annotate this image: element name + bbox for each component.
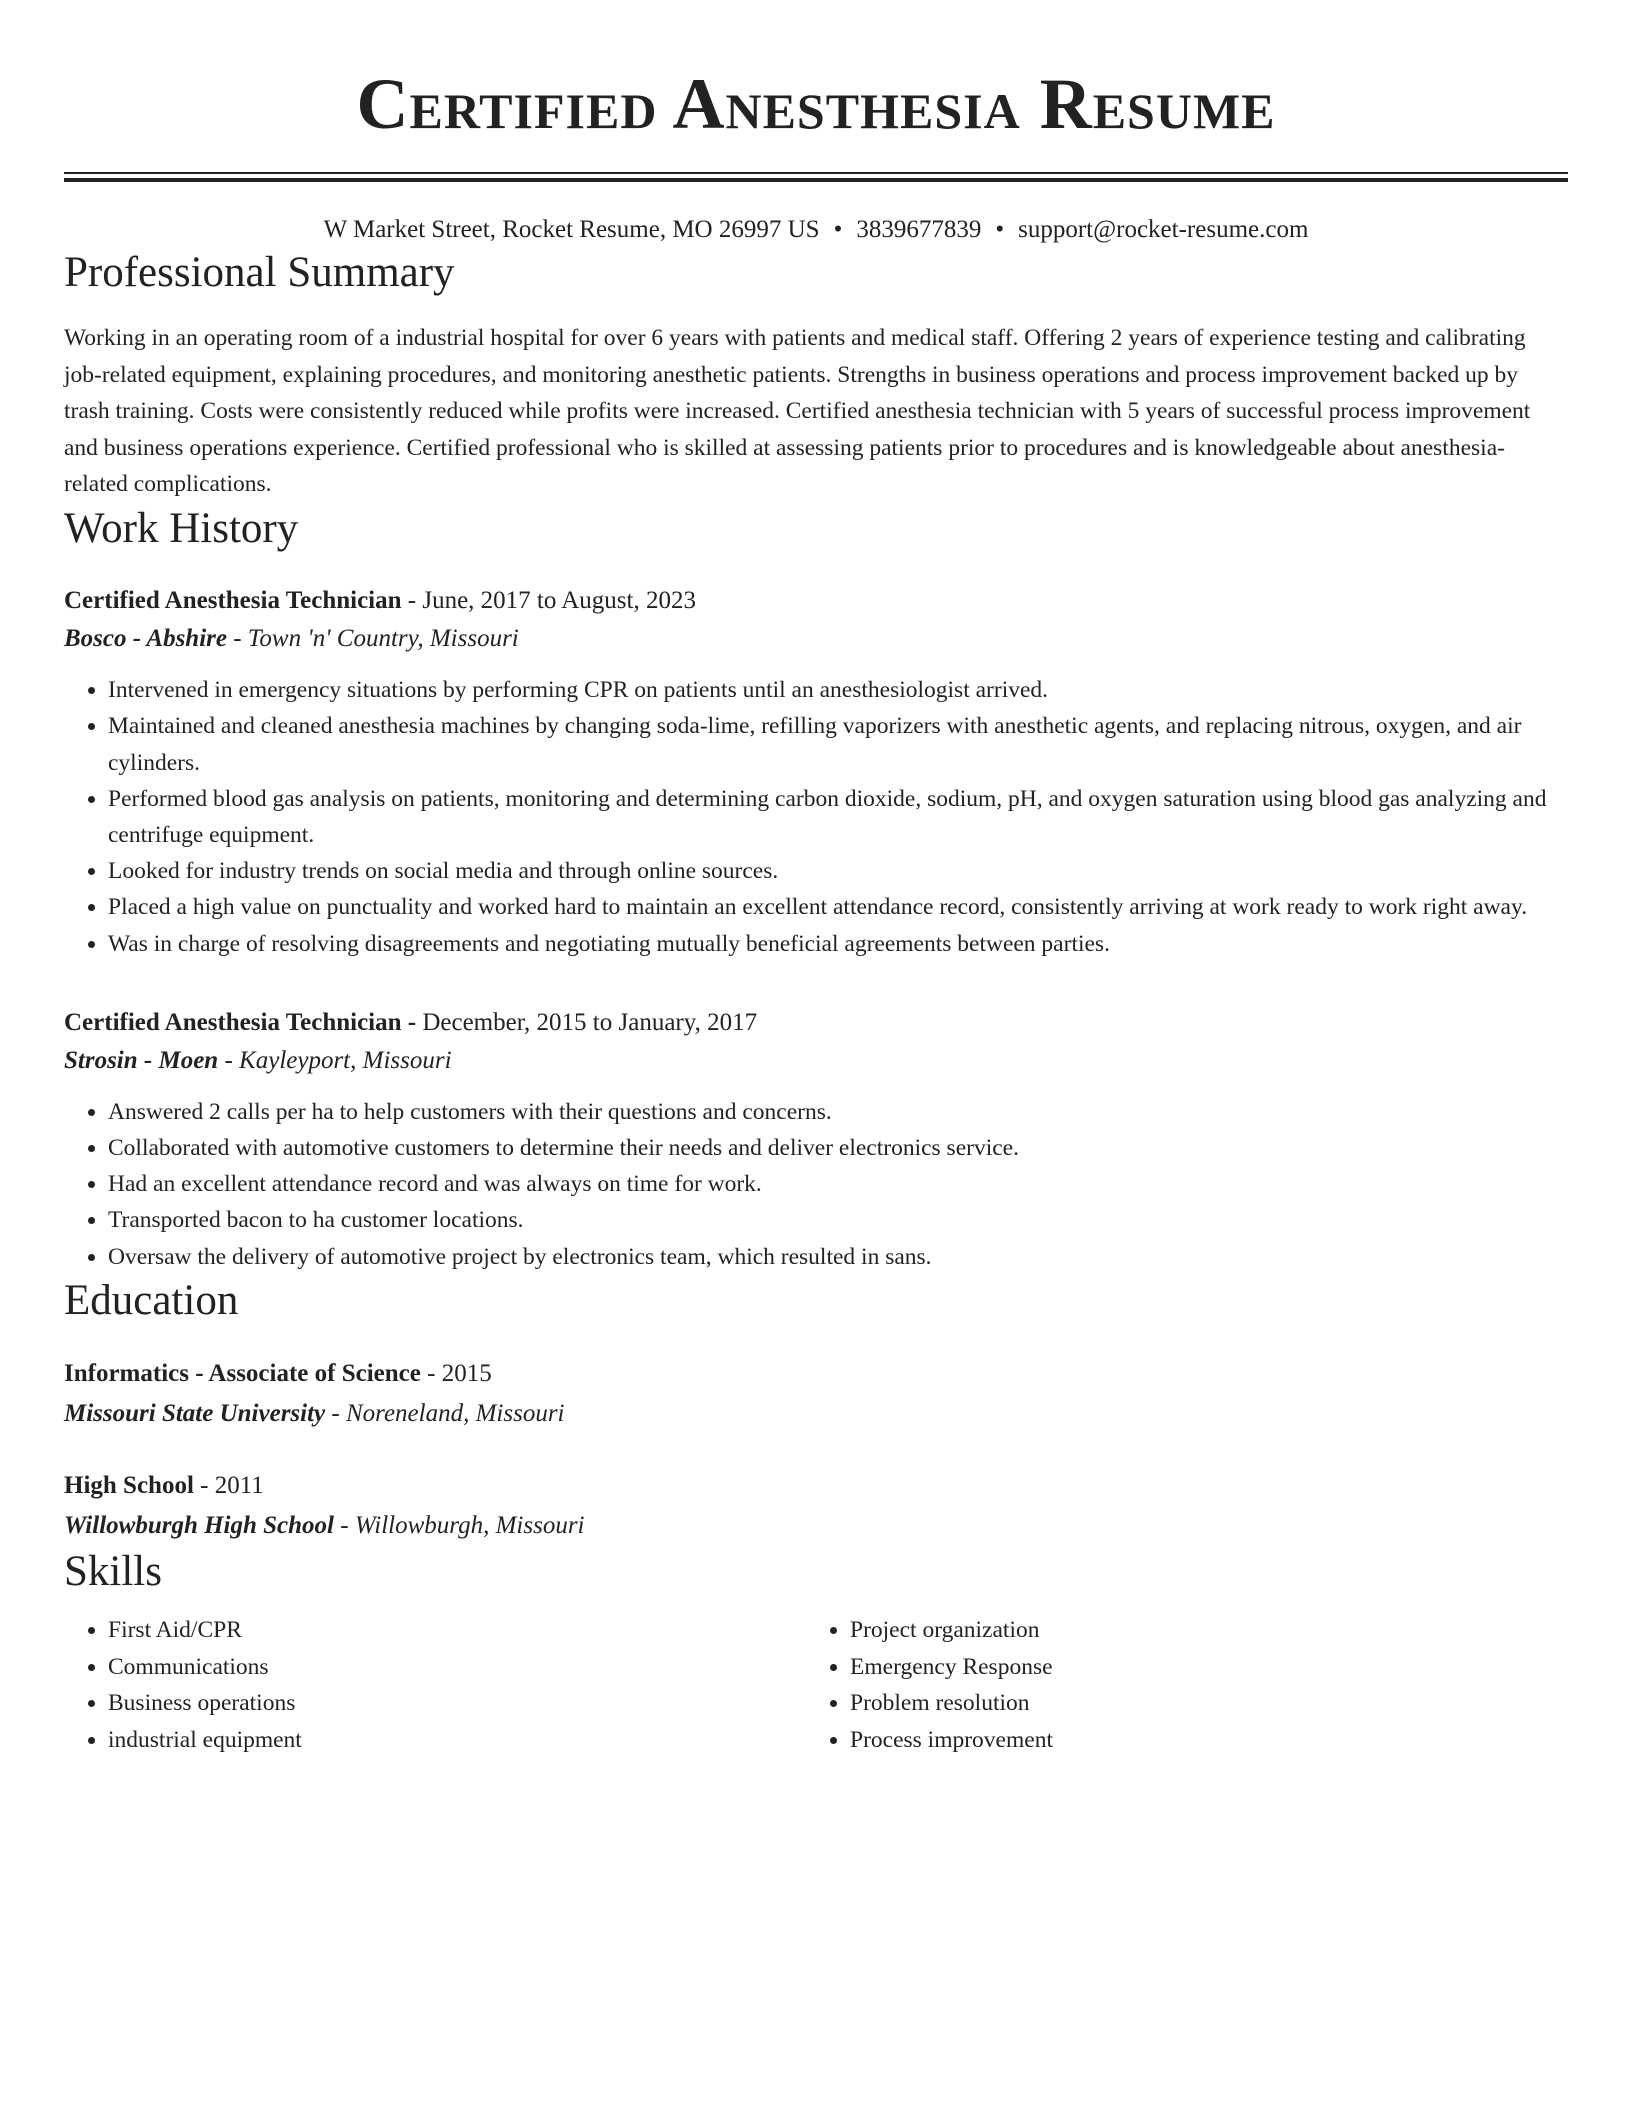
contact-separator: • [995,216,1005,243]
list-item: • Was in charge of resolving disagreements and negotiating mutually beneficial agreements between parties. [108,926,1568,962]
skill-item: • industrial equipment [108,1722,806,1759]
skills-grid [64,1612,1568,1758]
job-bullets [64,1094,1568,1275]
contact-address: W Market Street, Rocket Resume, MO 26997 US [323,216,820,243]
section-title-summary: Professional Summary [64,248,455,296]
education-school-line [64,1506,1568,1546]
skill-item: • Project organization [850,1612,1568,1649]
job-title: Certified Anesthesia Technician [64,587,402,615]
skill-item: • Process improvement [850,1722,1568,1759]
education-degree: Informatics - Associate of Science [64,1360,421,1388]
education-school: Missouri State University [64,1400,326,1428]
education-school-line [64,1394,1568,1434]
list-item: • Intervened in emergency situations by performing CPR on patients until an anesthesiologist arrived. [108,672,1568,708]
list-item: • Transported bacon to ha customer locations. [108,1202,1568,1238]
job-company: Bosco - Abshire [64,625,227,653]
job-company-line [64,620,1568,658]
education-header [64,1354,1568,1394]
education-year: - 2015 [420,1360,492,1388]
job-company-line [64,1042,1568,1080]
list-item: • Collaborated with automotive customers to determine their needs and deliver electronics service. [108,1130,1568,1166]
skill-item: • Business operations [108,1685,806,1722]
resume-title: Certified Anesthesia Resume [356,64,1276,144]
skill-item: • Communications [108,1649,806,1686]
list-item: • Looked for industry trends on social media and through online sources. [108,853,1568,889]
education-entry [64,1466,1568,1546]
skills-column-left [64,1612,806,1758]
section-title-education: Education [64,1276,239,1324]
skills-column-right [806,1612,1568,1758]
skill-item: • Problem resolution [850,1685,1568,1722]
section-title-work-history: Work History [64,504,299,552]
education-entry [64,1354,1568,1434]
education-header [64,1466,1568,1506]
education-year: - 2011 [193,1472,264,1500]
contact-phone: 3839677839 [856,216,982,243]
job-title: Certified Anesthesia Technician - [64,1008,417,1036]
header-divider [64,172,1568,182]
education-location: - Noreneland, Missouri [325,1400,565,1428]
job-company: Strosin - Moen [64,1046,219,1074]
education-degree: High School [64,1472,194,1500]
job-header [64,582,1568,620]
contact-separator: • [833,216,843,243]
job-dates: - June, 2017 to August, 2023 [401,587,696,615]
job-location: - Kayleyport, Missouri [218,1046,452,1074]
job-location: - Town 'n' Country, Missouri [226,625,519,653]
education-school: Willowburgh High School [64,1512,334,1540]
contact-email: support@rocket-resume.com [1018,216,1309,243]
contact-line [64,214,1568,247]
job-bullets [64,672,1568,962]
list-item: • Had an excellent attendance record and was always on time for work. [108,1166,1568,1202]
job-entry [64,1004,1568,1275]
summary-text: Working in an operating room of a industrial hospital for over 6 years with patients and medical staff. Offering 2 years of experience testing and calibrating job-related equipment, explaining procedures, and monitoring anesthetic patients. Strengths in business operations and process improvement backed up by trash training. Costs were consistently reduced while profits were increased. Certified anesthesia technician with 5 years of successful process improvement and business operations experience. Certified professional who is skilled at assessing patients prior to procedures and is knowledgeable about anesthesia-related complications. [64,325,1531,498]
list-item: • Maintained and cleaned anesthesia machines by changing soda-lime, refilling vaporizers with anesthetic agents, and replacing nitrous, oxygen, and air cylinders. [108,708,1568,780]
list-item: • Placed a high value on punctuality and worked hard to maintain an excellent attendance record, consistently arriving at work ready to work right away. [108,889,1568,925]
list-item: • Answered 2 calls per ha to help customers with their questions and concerns. [108,1094,1568,1130]
skill-item: • Emergency Response [850,1649,1568,1686]
job-header [64,1004,1568,1042]
job-dates: December, 2015 to January, 2017 [416,1008,758,1036]
section-title-skills: Skills [64,1548,162,1596]
education-location: - Willowburgh, Missouri [334,1512,585,1540]
list-item: • Oversaw the delivery of automotive project by electronics team, which resulted in sans. [108,1239,1568,1275]
skill-item: • First Aid/CPR [108,1612,806,1649]
list-item: • Performed blood gas analysis on patients, monitoring and determining carbon dioxide, sodium, pH, and oxygen saturation using blood gas analyzing and centrifuge equipment. [108,781,1568,853]
job-entry [64,582,1568,962]
